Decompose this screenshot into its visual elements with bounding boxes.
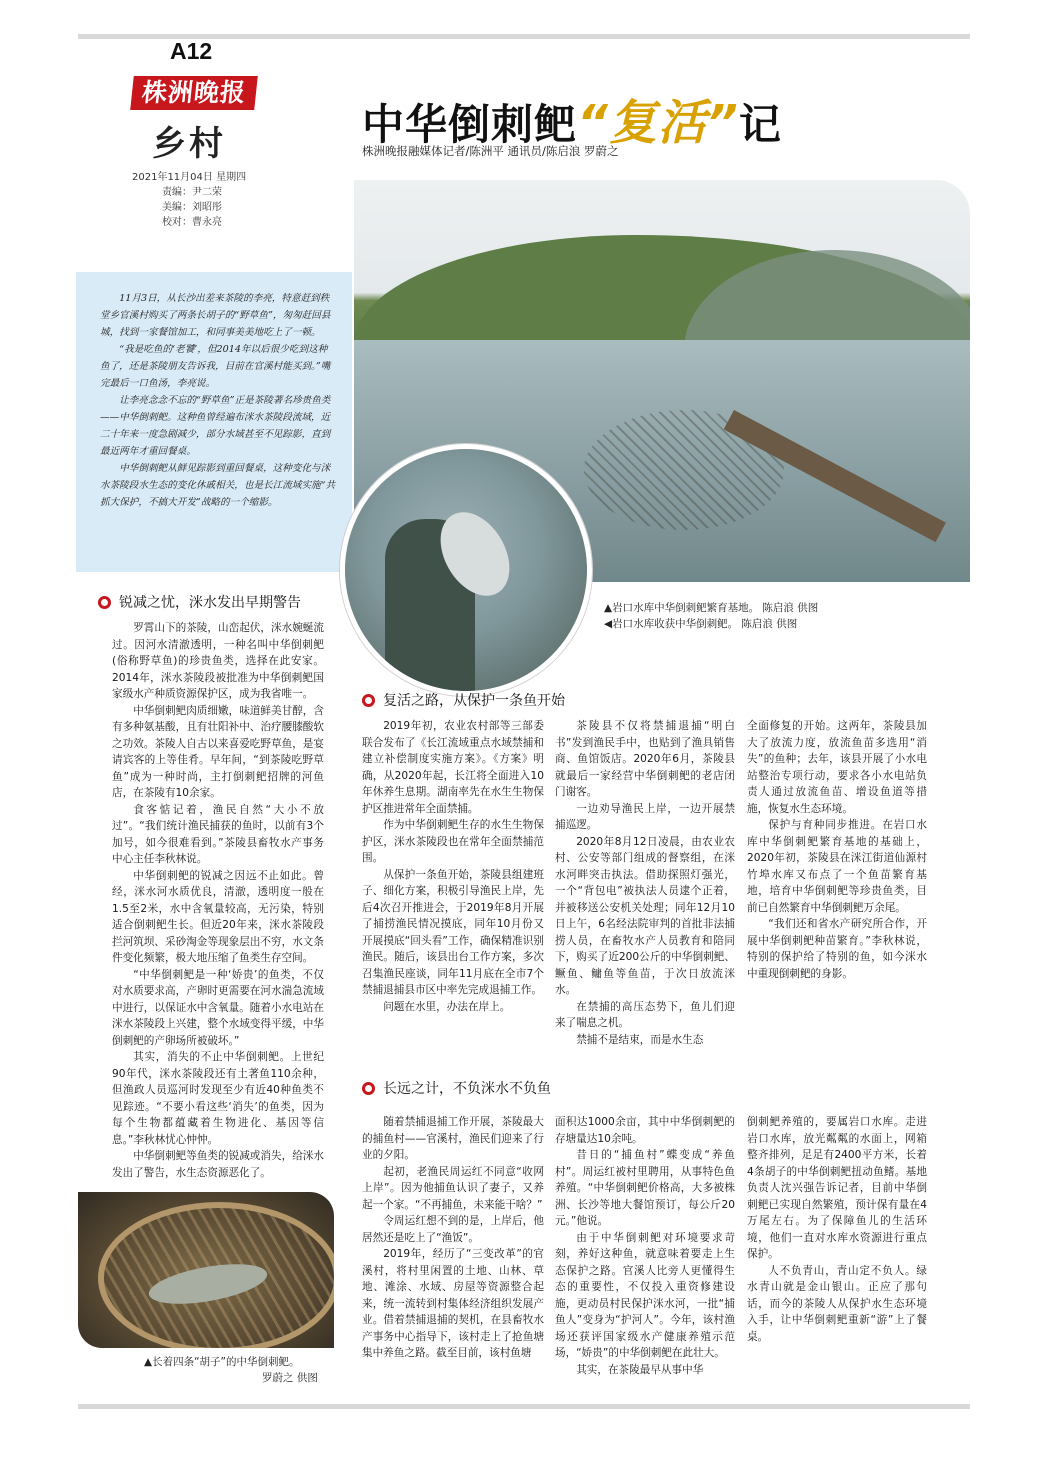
bottom-rule xyxy=(78,1404,970,1409)
body-paragraph: 2019年，经历了“三变改革”的官溪村，将村里闲置的土地、山林、草地、滩涂、水域、房屋等资源整合起来，统一流转到村集体经济组织发展产业。借着禁捕退捕的契机，在县畜牧水产事务中心指导下，该村走上了抢鱼塘集中养鱼之路。截至目前，该村鱼塘 xyxy=(362,1248,544,1359)
section-3-column-3 xyxy=(747,1114,927,1345)
section-2-column-1 xyxy=(362,718,544,1015)
section-heading xyxy=(98,592,301,612)
section-name: 乡村 xyxy=(152,124,226,164)
fish-in-basket-photo xyxy=(78,1192,334,1348)
body-paragraph: 全面修复的开始。这两年，茶陵县加大了放流力度，放流鱼苗多选用“消失”的鱼种；去年，该县开展了小水电站整治专项行动，要求各小水电站负责人通过放流鱼苗、增设鱼道等措施，恢复水生态环境。 xyxy=(747,720,927,815)
body-paragraph: 昔日的“捕鱼村”蝶变成“养鱼村”。周运红被村里聘用，从事特色鱼养殖。“中华倒刺鲃价格高，大多被株洲、长沙等地大餐馆预订，每公斤20元。”他说。 xyxy=(555,1149,735,1227)
body-paragraph: 在禁捕的高压态势下，鱼儿们迎来了喘息之机。 xyxy=(555,1000,735,1029)
body-paragraph: 面积达1000余亩，其中中华倒刺鲃的存塘量达10余吨。 xyxy=(555,1116,735,1145)
intro-paragraph: “我是吃鱼的‘老饕’，但2014年以后很少吃到这种鱼了，还是茶陵朋友告诉我，目前在官溪村能买到。”嘴完最后一口鱼汤，李亮说。 xyxy=(100,344,331,389)
byline: 株洲晚报融媒体记者/陈洲平 通讯员/陈启浪 罗蔚之 xyxy=(362,144,619,158)
main-photo-caption: ▲岩口水库中华倒刺鲃繁育基地。 陈启浪 供图 xyxy=(604,602,819,614)
bullet-icon xyxy=(362,1082,375,1095)
body-paragraph: 罗霄山下的茶陵，山峦起伏，洣水婉蜒流过。因河水清澈透明，一种名叫中华倒刺鲃(俗称野草鱼)的珍贵鱼类，选择在此安家。2014年，洣水茶陵段被批准为中华倒刺鲃国家级水产种质资源保护区，成为我省唯一。 xyxy=(112,622,324,700)
body-paragraph: 起初，老渔民周运红不同意“收网上岸”。因为他捕鱼认识了妻子，又养起一个家。“不再捕鱼，未来能干啥？” xyxy=(362,1165,544,1211)
designer-line: 美编：刘昭彤 xyxy=(162,202,222,213)
intro-paragraph: 中华倒刺鲃从鲜见踪影到重回餐桌，这种变化与洣水茶陵段水生态的变化休戚相关，也是长江流域实施“共抓大保护，不搞大开发”战略的一个缩影。 xyxy=(100,463,336,508)
section-3-column-2 xyxy=(555,1114,735,1378)
body-paragraph: 其实，消失的不止中华倒刺鲃。上世纪90年代，洣水茶陵段还有土著鱼110余种，但渔政人员巡河时发现至少有近40种鱼类不见踪迹。“不要小看这些‘消失’的鱼类，因为每个生物都蕴藏着生物进化、基因等信息。”李秋林忧心忡忡。 xyxy=(112,1051,324,1146)
body-paragraph: 作为中华倒刺鲃生存的水生生物保护区，洣水茶陵段也在常年全面禁捕范围。 xyxy=(362,819,544,864)
body-paragraph: 一边劝导渔民上岸，一边开展禁捕巡逻。 xyxy=(555,802,735,831)
section-3-column-1 xyxy=(362,1114,544,1362)
body-paragraph: 从保护一条鱼开始，茶陵县组建班子、细化方案，积极引导渔民上岸，先后4次召开推进会，于2019年8月开展了捕捞渔民情况摸底，同年10月份又开展摸底“回头看”工作，确保精准识别渔民。随后，该县出台工作方案，多次召集渔民座谈，同年11月底在全市7个禁捕退捕县市区中率先完成退捕工作。 xyxy=(362,868,544,996)
body-paragraph: 问题在水里，办法在岸上。 xyxy=(383,1000,511,1013)
body-paragraph: 2020年8月12日凌晨，由农业农村、公安等部门组成的督察组，在洣水河畔突击执法。借助探照灯强光，一个“背包电”被执法人员逮个正着，并被移送公安机关处理；同年12月10日上午，6名经法院审判的首批非法捕捞人员，在畜牧水产人员教育和陪同下，购买了近200公斤的中华倒刺鲃、鳜鱼、鳙鱼等鱼苗，于次日放流洣水。 xyxy=(555,835,735,996)
body-paragraph: “中华倒刺鲃是一种‘娇贵’的鱼类，不仅对水质要求高，产卵时更需要在河水湍急流域中进行，以保证水中含氧量。随着小水电站在洣水茶陵段上兴建，整个水域变得平缓，中华倒刺鲃的产卵场所被破坏。” xyxy=(112,968,324,1047)
body-paragraph: 令周运红想不到的是，上岸后，他居然还是吃上了“渔饭”。 xyxy=(362,1215,544,1244)
body-paragraph: 食客惦记着，渔民自然“大小不放过”。“我们统计渔民捕获的鱼时，以前有3个加号，如今很难看到。”茶陵县畜牧水产事务中心主任李秋林说。 xyxy=(112,803,324,865)
body-paragraph: 2019年初，农业农村部等三部委联合发布了《长江流域重点水域禁捕和建立补偿制度实施方案》。《方案》明确，从2020年起，长江将全面进入10年休养生息期。湖南率先在水生生物保护区推进常年全面禁捕。 xyxy=(362,720,544,815)
body-paragraph: 保护与育种同步推进。在岩口水库中华倒刺鲃繁育基地的基础上，2020年初，茶陵县在洣江街道仙源村竹埠水库又布点了一个鱼苗繁育基地，培育中华倒刺鲃等珍贵鱼类，目前已自然繁育中华倒刺鲃万余尾。 xyxy=(747,819,927,914)
section-1-column xyxy=(112,620,324,1181)
bullet-icon xyxy=(362,694,375,707)
body-paragraph: 倒刺鲃养殖的，要属岩口水库。走进岩口水库，放光粼粼的水面上，网箱整齐排列，足足有2400平方米，长着4条胡子的中华倒刺鲃扭动鱼鳍。基地负责人沈兴强告诉记者，目前中华倒刺鲃已实现自然繁殖，预计保有量在4万尾左右。为了保障鱼儿的生活环境，他们一直对水库水资源进行重点保护。 xyxy=(747,1116,927,1260)
body-paragraph: 中华倒刺鲃的锐减之因远不止如此。曾经，洣水河水质优良，清澈，透明度一般在1.5至2米，水中含氧量较高，无污染，特别适合倒刺鲃生长。但近20年来，洣水茶陵段拦河筑坝、采砂淘金等现象层出不穷，水文条件变化频繁，极大地压缩了鱼类生存空间。 xyxy=(112,869,324,964)
section-heading-text: 长远之计，不负洣水不负鱼 xyxy=(383,1081,551,1097)
headline-highlight: “复活” xyxy=(577,95,739,151)
section-2-column-2 xyxy=(555,718,735,1048)
body-paragraph: 由于中华倒刺鲃对环境要求苛刻，养好这种鱼，就意味着要走上生态保护之路。官溪人比旁人更懂得生态的重要性，不仅投入重资修建设施，更动员村民保护洣水河，一批“捕鱼人”变身为“护河人”。今年，该村渔场还获评国家级水产健康养殖示范场，“娇贵”的中华倒刺鲃在此壮大。 xyxy=(555,1231,735,1359)
section-heading xyxy=(362,690,565,710)
newspaper-logo: 株洲晚报 xyxy=(130,76,258,110)
intro-text xyxy=(100,290,336,511)
section-heading xyxy=(362,1078,551,1098)
intro-paragraph: 11月3日，从长沙出差来茶陵的李亮，特意赶到秩堂乡官溪村购买了两条长胡子的“野草鱼”，匆匆赶回县城，找到一家餐馆加工，和同事美美地吃上了一顿。 xyxy=(100,293,331,338)
headline-main: 中华倒刺鲃 xyxy=(362,100,578,149)
body-paragraph: 中华倒刺鲃等鱼类的锐减或消失，给洣水发出了警告，水生态资源恶化了。 xyxy=(112,1150,324,1179)
section-heading-text: 复活之路，从保护一条鱼开始 xyxy=(383,693,565,709)
edition-meta xyxy=(132,170,272,230)
editor-line: 责编：尹二荣 xyxy=(162,187,222,198)
body-paragraph: 随着禁捕退捕工作开展，茶陵最大的捕鱼村——官溪村，渔民们迎来了行业的夕阳。 xyxy=(362,1116,544,1161)
body-paragraph: 禁捕不是结束，而是水生态 xyxy=(576,1033,704,1046)
section-heading-text: 锐减之忧，洣水发出早期警告 xyxy=(119,595,301,611)
bullet-icon xyxy=(98,596,111,609)
body-paragraph: 其实，在茶陵最早从事中华 xyxy=(576,1363,704,1376)
fisherman-photo xyxy=(340,444,592,696)
intro-paragraph: 让李亮念念不忘的“野草鱼”正是茶陵著名珍贵鱼类——中华倒刺鲃。这种鱼曾经遍布洣水茶陵段流域，近二十年来一度急剧减少，部分水域甚至不见踪影，直到最近两年才重回餐桌。 xyxy=(100,395,331,457)
body-paragraph: 人不负青山，青山定不负人。绿水青山就是金山银山。正应了那句话，而今的茶陵人从保护水生态环境入手，让中华倒刺鲃重新“游”上了餐桌。 xyxy=(747,1264,927,1343)
small-photo-caption: ▲长着四条“胡子”的中华倒刺鲃。 xyxy=(144,1356,300,1368)
body-paragraph: 中华倒刺鲃肉质细嫩，味道鲜美甘醇，含有多种氨基酸，且有壮阳补中、治疗腰膝酸软之功效。茶陵人自古以来喜爱吃野草鱼，是宴请宾客的上等佳肴。早年间，“到茶陵吃野草鱼”成为一种时尚，主打倒刺鲃招牌的河鱼店，在茶陵有10余家。 xyxy=(112,704,324,799)
circle-photo-caption: ◀岩口水库收获中华倒刺鲃。 陈启浪 供图 xyxy=(604,618,798,630)
headline-end: 记 xyxy=(738,100,782,149)
small-photo-credit: 罗蔚之 供图 xyxy=(262,1372,318,1384)
page-number: A12 xyxy=(170,38,213,64)
body-paragraph: “我们还和省水产研究所合作，开展中华倒刺鲃种苗繁育。”李秋林说，特别的保护给了特别的鱼，如今洣水中重现倒刺鲃的身影。 xyxy=(747,918,927,980)
body-paragraph: 茶陵县不仅将禁捕退捕“明白书”发到渔民手中，也贴到了渔具销售商、鱼馆饭店。2020年6月，茶陵县就最后一家经营中华倒刺鲃的老店闭门谢客。 xyxy=(555,720,735,798)
issue-date: 2021年11月04日 星期四 xyxy=(132,172,247,183)
section-2-column-3 xyxy=(747,718,927,982)
proofreader-line: 校对：曹永亮 xyxy=(162,217,222,228)
